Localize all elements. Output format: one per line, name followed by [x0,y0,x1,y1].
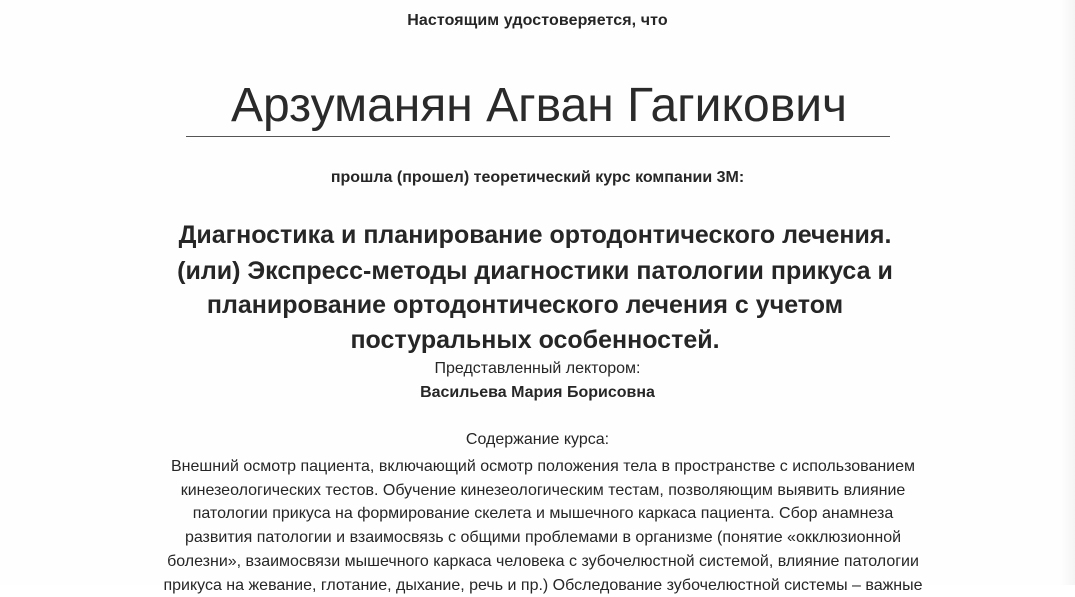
course-content-line: прикуса на жевание, глотание, дыхание, речь и пр.) Обследование зубочелюстной системы – важные [163,577,923,594]
passed-course-text: прошла (прошел) теоретический курс компании 3М: [330,169,745,186]
course-title-line: Диагностика и планирование ортодонтического лечения. [178,221,892,249]
course-content-line: развития патологии и взаимосвязь с общими проблемами в организме (понятие «окклюзионной [184,529,902,546]
course-content-line: кинезеологических тестов. Обучение кинезеологическим тестам, позволяющим выявить влияние [180,482,906,499]
course-content-line: патологии прикуса на формирование скелета и мышечного каркаса пациента. Сбор анамнеза [192,505,894,522]
course-title-line: (или) Экспресс-методы диагностики патологии прикуса и [177,257,893,285]
name-underline [186,136,890,137]
course-title-line: планирование ортодонтического лечения с учетом [206,291,844,319]
certificate-intro: Настоящим удостоверяется, что [407,12,668,29]
lecturer-name: Васильева Мария Борисовна [420,384,655,401]
course-content-line: болезни», взаимосвязи мышечного каркаса человека с зубочелюстной системой, влияние патологии [167,553,919,570]
course-title-line: постуральных особенностей. [350,326,720,354]
course-content-title: Содержание курса: [465,431,610,448]
scan-edge-shadow [1061,0,1075,585]
recipient-name: Арзуманян Агван Гагикович [230,79,848,132]
lecturer-label: Представленный лектором: [434,360,641,377]
course-content-line: Внешний осмотр пациента, включающий осмотр положения тела в пространстве с использованием [170,458,916,475]
